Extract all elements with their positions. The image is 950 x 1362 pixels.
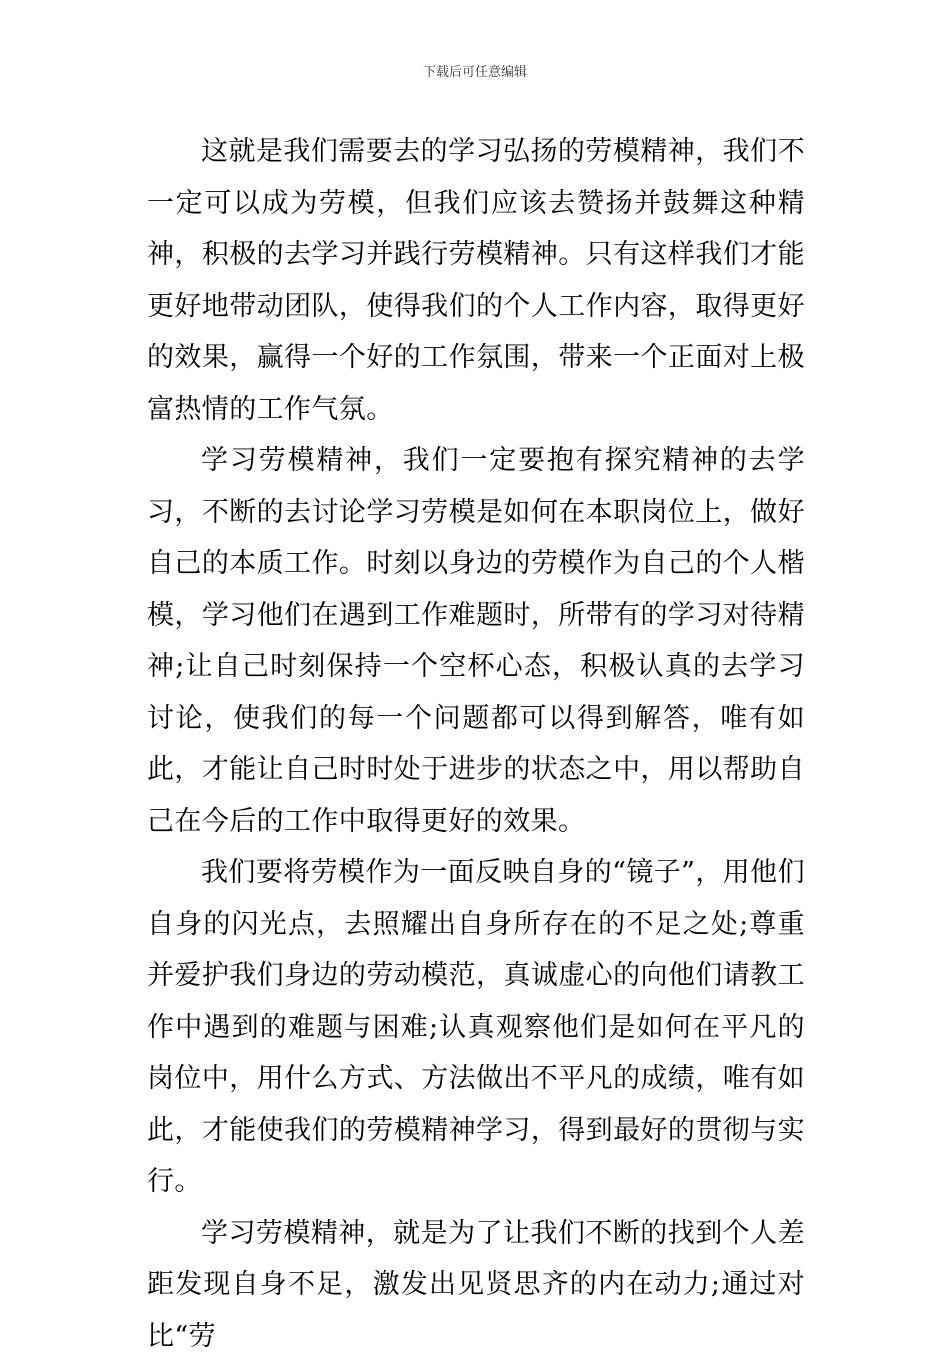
page-header: 下载后可任意编辑 [0, 64, 950, 82]
paragraph: 这就是我们需要去的学习弘扬的劳模精神，我们不一定可以成为劳模，但我们应该去赞扬并鼓舞这种精神，积极的去学习并践行劳模精神。只有这样我们才能更好地带动团队，使得我们的个人工作内容，取得更好的效果，赢得一个好的工作氛围，带来一个正面对上极富热情的工作气氛。 [147, 126, 805, 435]
document-body [147, 126, 805, 1362]
paragraph: 学习劳模精神，我们一定要抱有探究精神的去学习，不断的去讨论学习劳模是如何在本职岗位上，做好自己的本质工作。时刻以身边的劳模作为自己的个人楷模，学习他们在遇到工作难题时，所带有的学习对待精神;让自己时刻保持一个空杯心态，积极认真的去学习讨论，使我们的每一个问题都可以得到解答，唯有如此，才能让自己时时处于进步的状态之中，用以帮助自己在今后的工作中取得更好的效果。 [147, 435, 805, 847]
paragraph: 学习劳模精神，就是为了让我们不断的找到个人差距发现自身不足，激发出见贤思齐的内在动力;通过对比“劳 [147, 1208, 805, 1362]
paragraph: 我们要将劳模作为一面反映自身的“镜子”，用他们自身的闪光点，去照耀出自身所存在的不足之处;尊重并爱护我们身边的劳动模范，真诚虚心的向他们请教工作中遇到的难题与困难;认真观察他们是如何在平凡的岗位中，用什么方式、方法做出不平凡的成绩，唯有如此，才能使我们的劳模精神学习，得到最好的贯彻与实行。 [147, 847, 805, 1208]
